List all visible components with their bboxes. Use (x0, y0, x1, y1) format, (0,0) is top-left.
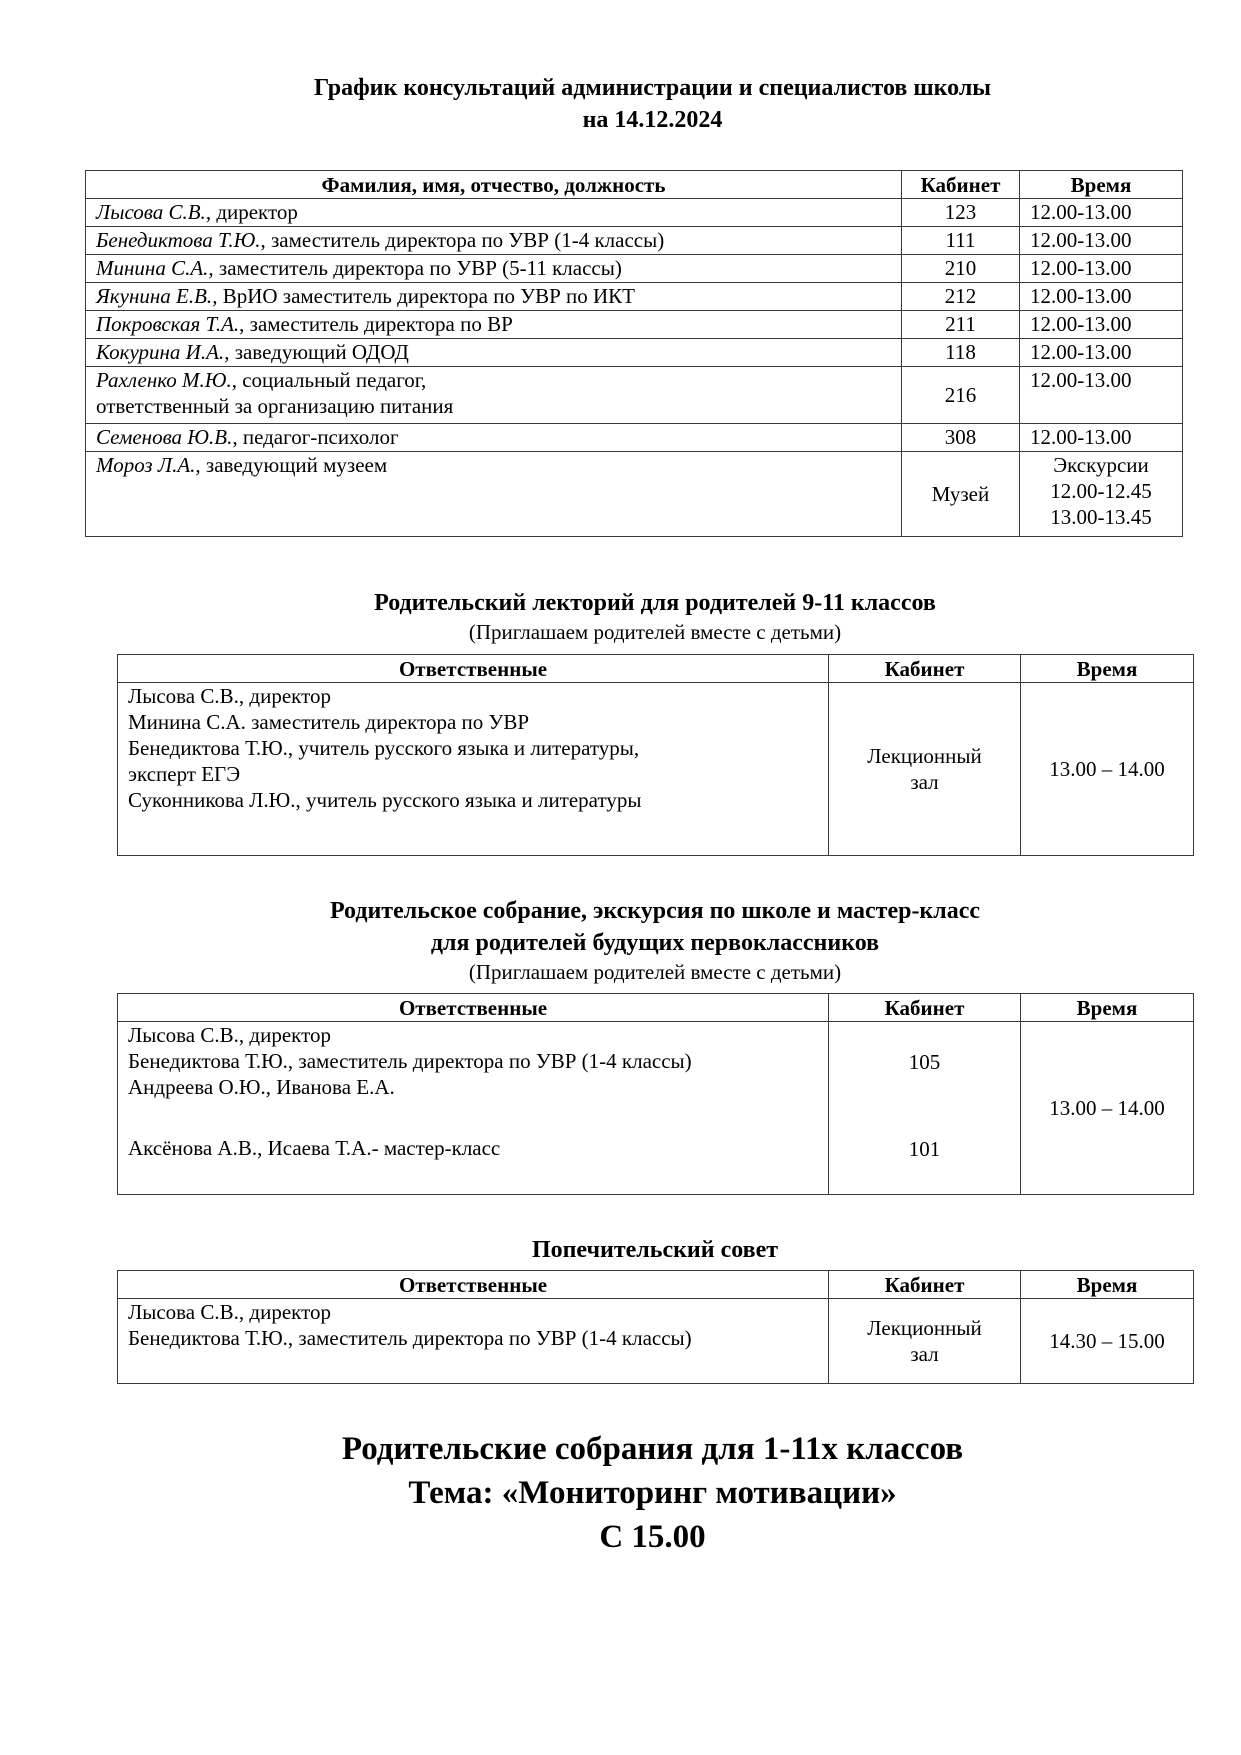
time-cell: 12.00-13.00 (1020, 424, 1183, 452)
table-row (118, 1299, 1194, 1384)
room-line: зал (910, 770, 939, 794)
announcement-time: С 15.00 (599, 1519, 706, 1555)
person-name: Минина С.А. (96, 256, 209, 280)
room-cell: 111 (902, 227, 1020, 255)
meeting-announcement (0, 1427, 1241, 1559)
board-table (117, 1270, 1194, 1384)
title-date: на 14.12.2024 (582, 107, 723, 133)
person-role: , социальный педагог, (231, 368, 427, 392)
column-header-time: Время (1021, 994, 1194, 1022)
section-subtitle: (Приглашаем родителей вместе с детьми) (468, 960, 842, 984)
responsible-person: Бенедиктова Т.Ю., учитель русского языка и литературы, (128, 736, 640, 760)
person-role: заведующий музеем (200, 453, 388, 477)
table-row (86, 283, 1183, 311)
person-name: Семенова Ю.В. (96, 425, 233, 449)
time-cell: 14.30 – 15.00 (1021, 1299, 1194, 1384)
column-header-room: Кабинет (829, 1271, 1021, 1299)
consultations-table (85, 170, 1183, 537)
lecture-table (117, 654, 1194, 856)
table-row (86, 255, 1183, 283)
time-cell: 12.00-13.00 (1020, 283, 1183, 311)
room-cell: 212 (902, 283, 1020, 311)
table-row (86, 424, 1183, 452)
responsible-person: Андреева О.Ю., Иванова Е.А. (128, 1075, 395, 1099)
room-cell: 118 (902, 339, 1020, 367)
time-cell: 12.00-13.00 (1020, 339, 1183, 367)
first-graders-heading (117, 895, 1193, 985)
room-cell (829, 1299, 1021, 1384)
time-cell: 12.00-13.00 (1020, 227, 1183, 255)
column-header-room: Кабинет (902, 171, 1020, 199)
excursion-label: Экскурсии (1053, 453, 1149, 477)
responsible-person: Лысова С.В., директор (128, 1300, 331, 1324)
time-cell: 12.00-13.00 (1020, 311, 1183, 339)
responsible-cell (118, 1022, 829, 1195)
column-header-responsible: Ответственные (118, 994, 829, 1022)
responsible-person: Лысова С.В., директор (128, 1023, 331, 1047)
responsible-cell (118, 1299, 829, 1384)
column-header-room: Кабинет (829, 655, 1021, 683)
column-header-time: Время (1020, 171, 1183, 199)
column-header-room: Кабинет (829, 994, 1021, 1022)
room-cell: Музей (902, 452, 1020, 537)
room-cell (829, 1022, 1021, 1195)
person-role: , директор (205, 200, 298, 224)
table-row (86, 199, 1183, 227)
person-role: , заместитель директора по УВР (1-4 классы) (260, 228, 665, 252)
page-title (0, 72, 1241, 136)
table-header-row (118, 994, 1194, 1022)
column-header-name: Фамилия, имя, отчество, должность (86, 171, 902, 199)
responsible-person: Лысова С.В., директор (128, 684, 331, 708)
responsible-person: Минина С.А. заместитель директора по УВР (128, 710, 530, 734)
announcement-line-1: Родительские собрания для 1-11х классов (341, 1431, 964, 1467)
announcement-topic: Тема: «Мониторинг мотивации» (408, 1475, 897, 1511)
table-row (118, 1022, 1194, 1195)
excursion-time-1: 12.00-12.45 (1050, 479, 1152, 503)
column-header-responsible: Ответственные (118, 1271, 829, 1299)
time-cell: 13.00 – 14.00 (1021, 683, 1194, 856)
table-header-row (86, 171, 1183, 199)
column-header-time: Время (1021, 655, 1194, 683)
room-line: Лекционный (867, 744, 982, 768)
responsible-person: Бенедиктова Т.Ю., заместитель директора по УВР (1-4 классы) (128, 1049, 692, 1073)
table-header-row (118, 1271, 1194, 1299)
person-role: , заместитель директора по УВР (5-11 классы) (208, 256, 622, 280)
person-role: , заместитель директора по ВР (239, 312, 513, 336)
responsible-person: эксперт ЕГЭ (128, 762, 241, 786)
table-row (86, 227, 1183, 255)
room-cell: 123 (902, 199, 1020, 227)
room-cell: 308 (902, 424, 1020, 452)
title-line-1: График консультаций администрации и специалистов школы (313, 75, 992, 101)
responsible-person: Аксёнова А.В., Исаева Т.А.- мастер-класс (128, 1136, 501, 1160)
table-row (86, 367, 1183, 424)
person-name: Кокурина И.А. (96, 340, 225, 364)
lecture-heading (117, 587, 1193, 645)
time-cell: 12.00-13.00 (1020, 255, 1183, 283)
column-header-time: Время (1021, 1271, 1194, 1299)
person-role: , заведующий ОДОД (224, 340, 409, 364)
room-line: зал (910, 1342, 939, 1366)
responsible-cell (118, 683, 829, 856)
board-title: Попечительский совет (531, 1237, 779, 1263)
section-title: Родительское собрание, экскурсия по школе и мастер-класс (329, 898, 981, 924)
excursion-time-2: 13.00-13.45 (1050, 505, 1152, 529)
room-cell: 210 (902, 255, 1020, 283)
table-header-row (118, 655, 1194, 683)
room-cell (829, 683, 1021, 856)
person-name: Бенедиктова Т.Ю. (96, 228, 261, 252)
person-name: Рахленко М.Ю. (96, 368, 232, 392)
person-name: Покровская Т.А. (96, 312, 240, 336)
first-graders-table (117, 993, 1194, 1195)
person-role: , ВрИО заместитель директора по УВР по ИКТ (212, 284, 635, 308)
time-cell: 12.00-13.00 (1020, 199, 1183, 227)
table-row (86, 311, 1183, 339)
column-header-responsible: Ответственные (118, 655, 829, 683)
person-role: , педагог-психолог (232, 425, 399, 449)
section-title-cont: для родителей будущих первоклассников (430, 930, 880, 956)
person-name: Якунина Е.В. (96, 284, 213, 308)
person-name: Лысова С.В. (96, 200, 206, 224)
person-role-cont: ответственный за организацию питания (96, 394, 454, 418)
section-title: Родительский лекторий для родителей 9-11 классов (374, 590, 936, 616)
room-cell: 216 (902, 367, 1020, 424)
room-line: 101 (908, 1137, 941, 1161)
responsible-person: Суконникова Л.Ю., учитель русского языка и литературы (128, 788, 642, 812)
table-row (86, 452, 1183, 537)
room-line: Лекционный (867, 1316, 982, 1340)
table-row (118, 683, 1194, 856)
room-line: 105 (908, 1050, 941, 1074)
section-subtitle: (Приглашаем родителей вместе с детьми) (468, 620, 842, 644)
room-cell: 211 (902, 311, 1020, 339)
time-cell: 13.00 – 14.00 (1021, 1022, 1194, 1195)
time-cell (1020, 452, 1183, 537)
person-name: Мороз Л.А., (96, 453, 201, 477)
table-row (86, 339, 1183, 367)
time-cell: 12.00-13.00 (1020, 367, 1183, 424)
responsible-person: Бенедиктова Т.Ю., заместитель директора по УВР (1-4 классы) (128, 1326, 692, 1350)
